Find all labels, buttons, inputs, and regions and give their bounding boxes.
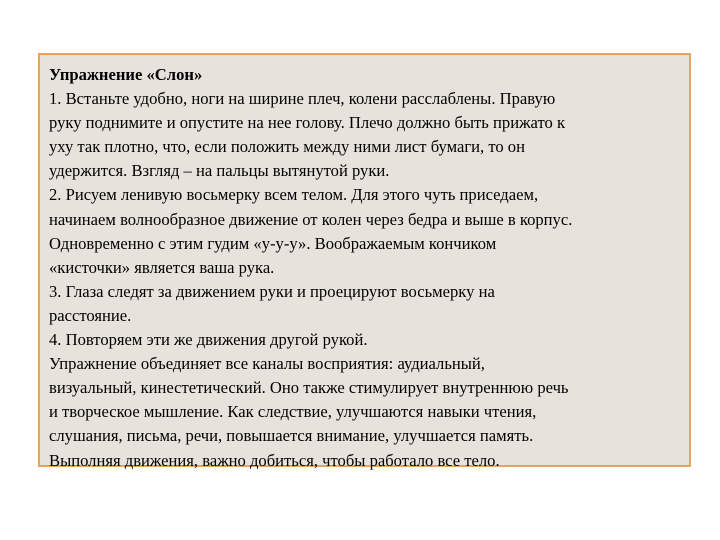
exercise-text-box	[38, 53, 691, 470]
text-line: руку поднимите и опустите на нее голову. Плечо должно быть прижато к	[49, 113, 566, 133]
text-line: визуальный, кинестетический. Оно также стимулирует внутреннюю речь	[49, 378, 569, 398]
text-line: Упражнение объединяет все каналы восприятия: аудиальный,	[49, 354, 485, 374]
text-line: слушания, письма, речи, повышается внимание, улучшается память.	[49, 426, 534, 446]
text-line: 1. Встаньте удобно, ноги на ширине плеч, колени расслаблены. Правую	[49, 89, 556, 109]
text-line: Одновременно с этим гудим «у-у-у». Воображаемым кончиком	[49, 233, 497, 253]
text-line: удержится. Взгляд – на пальцы вытянутой руки.	[49, 161, 390, 181]
text-line: Выполняя движения, важно добиться, чтобы работало все тело.	[49, 450, 500, 470]
exercise-title: Упражнение «Слон»	[49, 65, 203, 84]
text-line: 4. Повторяем эти же движения другой рукой.	[49, 330, 368, 350]
text-line: «кисточки» является ваша рука.	[49, 257, 275, 277]
text-line: и творческое мышление. Как следствие, улучшаются навыки чтения,	[49, 402, 537, 422]
text-line: уху так плотно, что, если положить между ними лист бумаги, то он	[49, 137, 525, 157]
text-line: 2. Рисуем ленивую восьмерку всем телом. Для этого чуть приседаем,	[49, 185, 539, 205]
text-line: расстояние.	[49, 305, 132, 325]
text-line: начинаем волнообразное движение от колен через бедра и выше в корпус.	[49, 209, 573, 229]
text-line: 3. Глаза следят за движением руки и проецируют восьмерку на	[49, 281, 495, 301]
